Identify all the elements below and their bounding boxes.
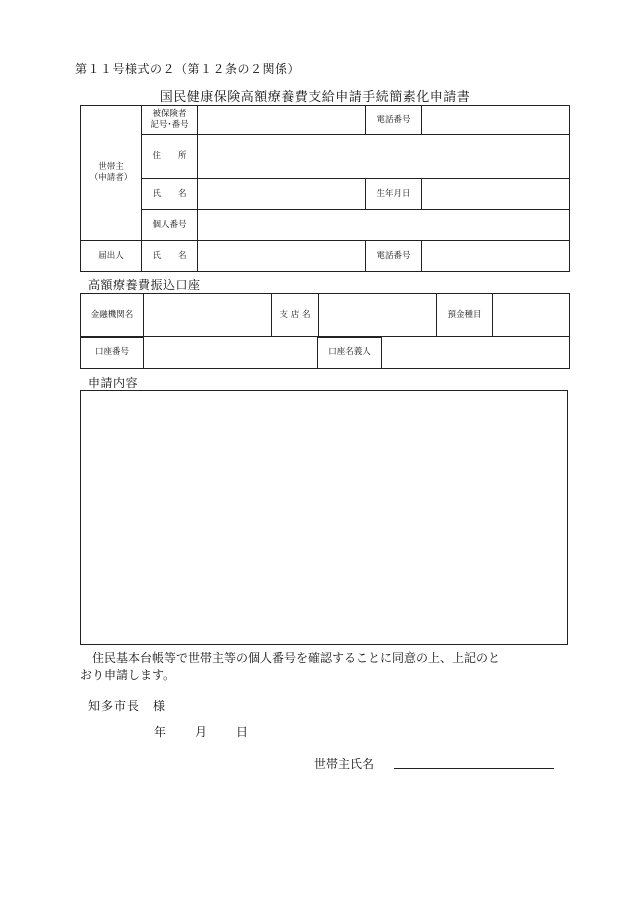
consent-line-1: 住民基本台帳等で世帯主等の個人番号を確認することに同意の上、上記のと: [92, 651, 501, 665]
signature-line[interactable]: [394, 768, 554, 769]
bank-table-row2: [80, 336, 570, 369]
contents-section-title: 申請内容: [88, 376, 139, 390]
account-holder-field[interactable]: [382, 337, 570, 369]
bank-name-label: 金融機関名: [81, 294, 144, 338]
account-holder-label: 口座名義人: [318, 337, 382, 369]
consent-statement: [80, 650, 580, 685]
name-label: 氏 名: [142, 179, 198, 210]
applicant-table: [80, 105, 570, 272]
my-number-field[interactable]: [198, 210, 570, 241]
consent-line-2: おり申請します。: [80, 668, 176, 683]
month-label: 月: [195, 725, 208, 739]
bank-table-row1: [80, 293, 570, 338]
insured-number-label: 被保険者 記号･番号: [142, 106, 198, 135]
year-label: 年: [154, 725, 167, 739]
name-field[interactable]: [198, 179, 366, 210]
signature-label: 世帯主氏名: [314, 757, 375, 771]
notifier-phone-label: 電話番号: [366, 241, 422, 272]
address-field[interactable]: [198, 135, 570, 179]
account-number-label: 口座番号: [81, 337, 144, 369]
account-number-field[interactable]: [144, 337, 318, 369]
application-contents-field[interactable]: [80, 390, 568, 645]
date-line: [154, 723, 248, 740]
bank-section-title: 高額療養費振込口座: [88, 278, 201, 292]
birthdate-label: 生年月日: [366, 179, 422, 210]
bank-name-field[interactable]: [144, 294, 272, 338]
address-label: 住 所: [142, 135, 198, 179]
phone-label: 電話番号: [366, 106, 422, 135]
branch-label: 支 店 名: [272, 294, 319, 338]
deposit-type-field[interactable]: [493, 294, 570, 338]
insured-number-field[interactable]: [198, 106, 366, 135]
form-number: 第１１号様式の２（第１２条の２関係）: [75, 62, 301, 76]
notifier-name-field[interactable]: [198, 241, 366, 272]
branch-field[interactable]: [319, 294, 437, 338]
document-title: 国民健康保険高額療養費支給申請手続簡素化申請書: [159, 90, 471, 105]
birthdate-field[interactable]: [422, 179, 570, 210]
day-label: 日: [236, 725, 249, 739]
householder-label: 世帯主 （申請者）: [81, 106, 142, 241]
deposit-type-label: 預金種目: [437, 294, 493, 338]
phone-field[interactable]: [422, 106, 570, 135]
notifier-name-label: 氏 名: [142, 241, 198, 272]
addressee: 知多市長 様: [88, 699, 167, 713]
notifier-phone-field[interactable]: [422, 241, 570, 272]
notifier-label: 届出人: [81, 241, 142, 272]
my-number-label: 個人番号: [142, 210, 198, 241]
